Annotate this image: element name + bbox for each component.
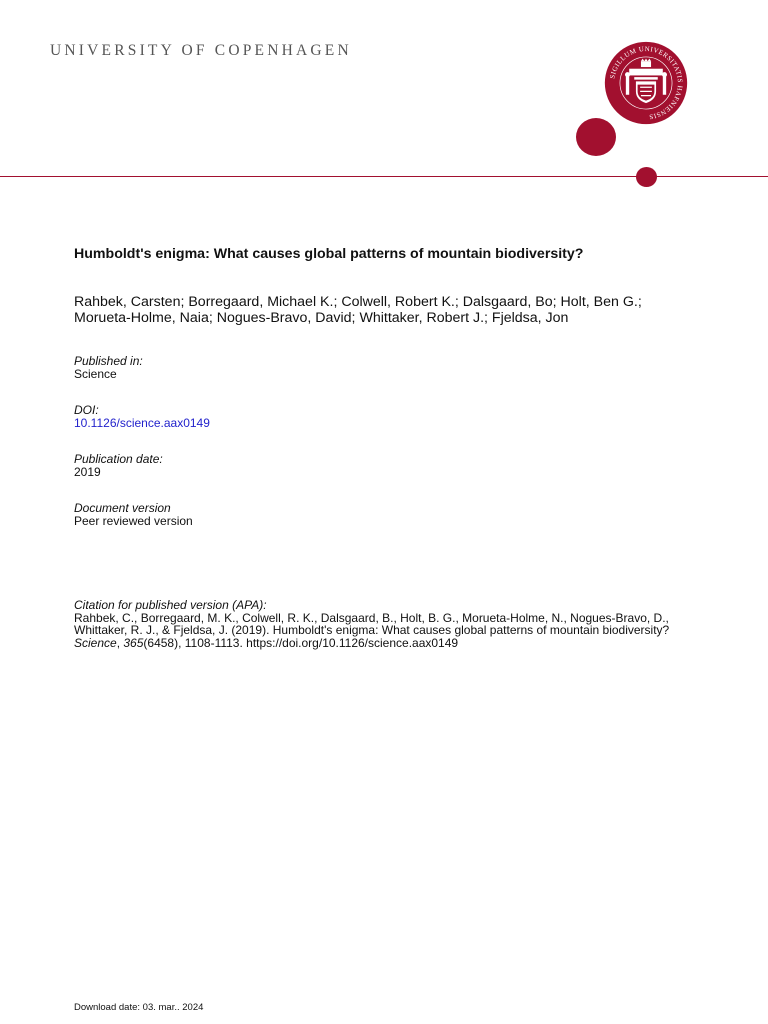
published-in-field [74, 355, 143, 381]
doi-label: DOI: [74, 403, 99, 417]
citation-block [74, 599, 754, 649]
published-in-value: Science [74, 367, 117, 381]
document-version-field [74, 502, 193, 528]
publication-date-label: Publication date: [74, 452, 163, 466]
publication-date-field [74, 453, 163, 479]
citation-volume: 365 [123, 635, 144, 650]
author-list [74, 294, 734, 326]
authors-line-2: Morueta-Holme, Naia; Nogues-Bravo, David; Whittaker, Robert J.; Fjeldsa, Jon [74, 310, 569, 326]
doi-link[interactable]: 10.1126/science.aax0149 [74, 416, 210, 430]
document-version-label: Document version [74, 501, 171, 515]
citation-pages-doi: (6458), 1108-1113. https://doi.org/10.1126/science.aax0149 [143, 635, 459, 650]
authors-line-1: Rahbek, Carsten; Borregaard, Michael K.; Colwell, Robert K.; Dalsgaard, Bo; Holt, Ben G.; [74, 294, 642, 310]
citation-label: Citation for published version (APA): [74, 598, 267, 612]
svg-text:SIGILLUM UNIVERSITATIS HAFNIEN: SIGILLUM UNIVERSITATIS HAFNIENSIS [609, 45, 683, 120]
university-seal-logo [604, 41, 688, 125]
document-title: Humboldt's enigma: What causes global patterns of mountain biodiversity? [74, 246, 584, 262]
decorative-dot-small [636, 167, 657, 187]
published-in-label: Published in: [74, 354, 143, 368]
doi-field [74, 404, 210, 430]
university-name: UNIVERSITY OF COPENHAGEN [50, 42, 352, 59]
download-date: Download date: 03. mar.. 2024 [74, 1002, 204, 1013]
publication-date-value: 2019 [74, 465, 101, 479]
citation-line-1: Rahbek, C., Borregaard, M. K., Colwell, R. K., Dalsgaard, B., Holt, B. G., Morueta-Holme, N., Nogues-Bravo, D., [74, 610, 669, 625]
citation-line-2: Whittaker, R. J., & Fjeldsa, J. (2019). Humboldt's enigma: What causes global patterns of mountain biodiversity? [74, 623, 670, 637]
citation-journal: Science [74, 635, 117, 650]
citation-line-3: Science, 365(6458), 1108-1113. https://doi.org/10.1126/science.aax0149 [74, 635, 459, 650]
decorative-dot-large [576, 118, 616, 156]
document-version-value: Peer reviewed version [74, 514, 193, 528]
